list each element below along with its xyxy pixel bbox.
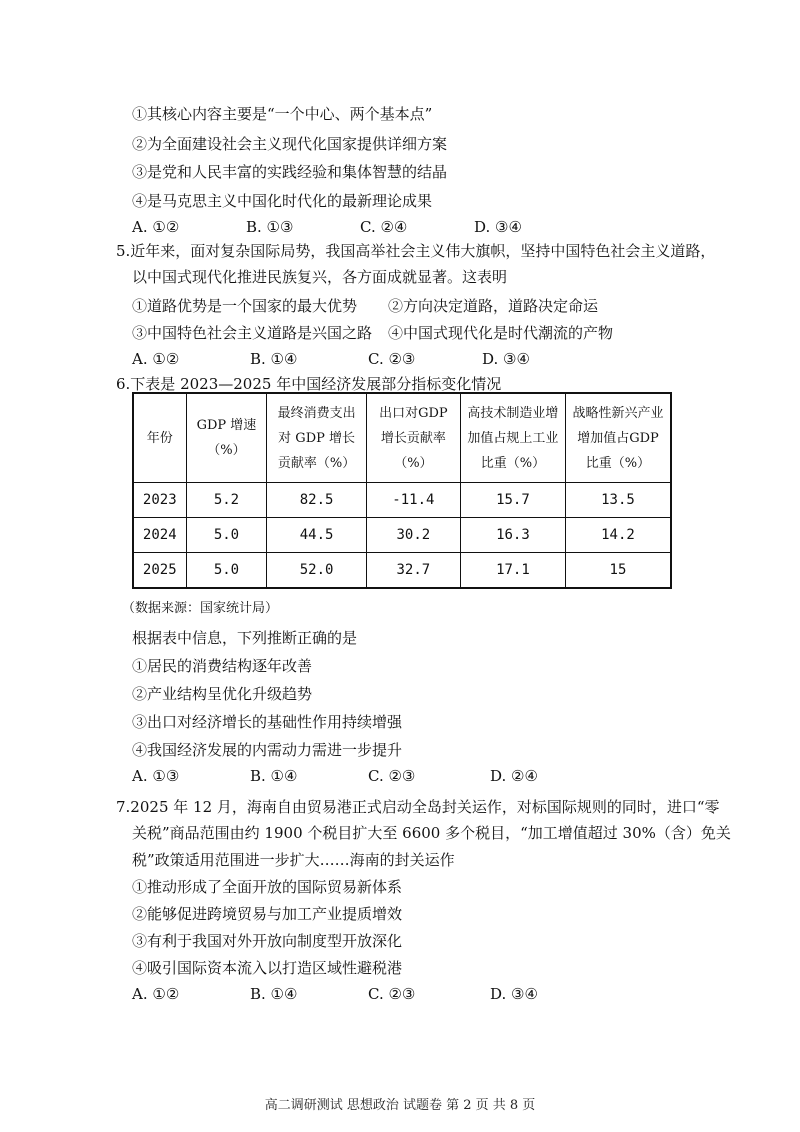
table-cell: 14.2 bbox=[565, 518, 671, 553]
table-header-cell: 出口对GDP增长贡献率（%） bbox=[366, 393, 460, 483]
table-row bbox=[133, 483, 671, 518]
q4-option-c: C. ②④ bbox=[360, 218, 408, 236]
q7-stem-line1: 7.2025 年 12 月，海南自由贸易港正式启动全岛封关运作，对标国际规则的同时，进口“零 bbox=[116, 798, 720, 816]
table-cell: 5.2 bbox=[186, 483, 267, 518]
table-cell: 2024 bbox=[133, 518, 186, 553]
q4-item-2: ②为全面建设社会主义现代化国家提供详细方案 bbox=[132, 135, 448, 153]
table-cell: 52.0 bbox=[267, 553, 366, 589]
table-cell: -11.4 bbox=[366, 483, 460, 518]
q7-stem-line2: 关税”商品范围由约 1900 个税目扩大至 6600 多个税目，“加工增值超过 30%（含）免关 bbox=[132, 824, 731, 842]
q5-item-3: ③中国特色社会主义道路是兴国之路 bbox=[132, 324, 373, 342]
q4-item-3: ③是党和人民丰富的实践经验和集体智慧的结晶 bbox=[132, 163, 448, 181]
q5-item-1: ①道路优势是一个国家的最大优势 bbox=[132, 297, 358, 315]
q4-option-a: A. ①② bbox=[132, 218, 180, 236]
table-cell: 15.7 bbox=[460, 483, 565, 518]
q7-option-d: D. ③④ bbox=[490, 985, 538, 1003]
q6-prompt: 根据表中信息，下列推断正确的是 bbox=[132, 629, 358, 647]
q5-stem-line2: 以中国式现代化推进民族复兴，各方面成就显著。这表明 bbox=[132, 268, 508, 286]
q5-option-b: B. ①④ bbox=[250, 350, 298, 368]
table-cell: 5.0 bbox=[186, 518, 267, 553]
table-header-cell: 年份 bbox=[133, 393, 186, 483]
q4-option-b: B. ①③ bbox=[246, 218, 294, 236]
table-cell: 17.1 bbox=[460, 553, 565, 589]
q5-option-d: D. ③④ bbox=[482, 350, 530, 368]
table-header-cell: 最终消费支出对 GDP 增长贡献率（%） bbox=[267, 393, 366, 483]
table-cell: 5.0 bbox=[186, 553, 267, 589]
table-header-cell: 高技术制造业增加值占规上工业比重（%） bbox=[460, 393, 565, 483]
q6-option-b: B. ①④ bbox=[250, 767, 298, 785]
q4-item-1: ①其核心内容主要是“一个中心、两个基本点” bbox=[132, 105, 433, 123]
q7-item-4: ④吸引国际资本流入以打造区域性避税港 bbox=[132, 959, 403, 977]
table-header-cell: 战略性新兴产业增加值占GDP比重（%） bbox=[565, 393, 671, 483]
q6-data-source: （数据来源：国家统计局） bbox=[122, 601, 279, 616]
q6-option-d: D. ②④ bbox=[490, 767, 538, 785]
table-row bbox=[133, 518, 671, 553]
table-cell: 32.7 bbox=[366, 553, 460, 589]
table-row bbox=[133, 553, 671, 589]
q6-item-1: ①居民的消费结构逐年改善 bbox=[132, 657, 313, 675]
q6-item-4: ④我国经济发展的内需动力需进一步提升 bbox=[132, 741, 403, 759]
economic-indicators-table bbox=[132, 392, 672, 589]
page-footer: 高二调研测试 思想政治 试题卷 第 2 页 共 8 页 bbox=[264, 1098, 536, 1113]
q6-item-2: ②产业结构呈优化升级趋势 bbox=[132, 685, 313, 703]
q6-option-a: A. ①③ bbox=[132, 767, 180, 785]
table-cell: 15 bbox=[565, 553, 671, 589]
table-cell: 2023 bbox=[133, 483, 186, 518]
table-cell: 2025 bbox=[133, 553, 186, 589]
table-cell: 13.5 bbox=[565, 483, 671, 518]
q7-item-3: ③有利于我国对外开放向制度型开放深化 bbox=[132, 932, 403, 950]
table-header-row bbox=[133, 393, 671, 483]
table-cell: 82.5 bbox=[267, 483, 366, 518]
q4-item-4: ④是马克思主义中国化时代化的最新理论成果 bbox=[132, 192, 433, 210]
q6-item-3: ③出口对经济增长的基础性作用持续增强 bbox=[132, 713, 403, 731]
q5-option-c: C. ②③ bbox=[368, 350, 416, 368]
q7-option-b: B. ①④ bbox=[250, 985, 298, 1003]
q6-option-c: C. ②③ bbox=[368, 767, 416, 785]
table-cell: 30.2 bbox=[366, 518, 460, 553]
q7-item-1: ①推动形成了全面开放的国际贸易新体系 bbox=[132, 878, 403, 896]
q5-item-4: ④中国式现代化是时代潮流的产物 bbox=[388, 324, 614, 342]
q7-stem-line3: 税”政策适用范围进一步扩大……海南的封关运作 bbox=[132, 851, 455, 869]
table-cell: 44.5 bbox=[267, 518, 366, 553]
q7-option-a: A. ①② bbox=[132, 985, 180, 1003]
q7-option-c: C. ②③ bbox=[368, 985, 416, 1003]
q5-stem-line1: 5.近年来，面对复杂国际局势，我国高举社会主义伟大旗帜，坚持中国特色社会主义道路， bbox=[116, 242, 716, 260]
q5-option-a: A. ①② bbox=[132, 350, 180, 368]
q7-item-2: ②能够促进跨境贸易与加工产业提质增效 bbox=[132, 905, 403, 923]
table-cell: 16.3 bbox=[460, 518, 565, 553]
q4-option-d: D. ③④ bbox=[474, 218, 522, 236]
table-header-cell: GDP 增速（%） bbox=[186, 393, 267, 483]
q5-item-2: ②方向决定道路，道路决定命运 bbox=[388, 297, 599, 315]
q6-stem: 6.下表是 2023—2025 年中国经济发展部分指标变化情况 bbox=[116, 375, 502, 393]
